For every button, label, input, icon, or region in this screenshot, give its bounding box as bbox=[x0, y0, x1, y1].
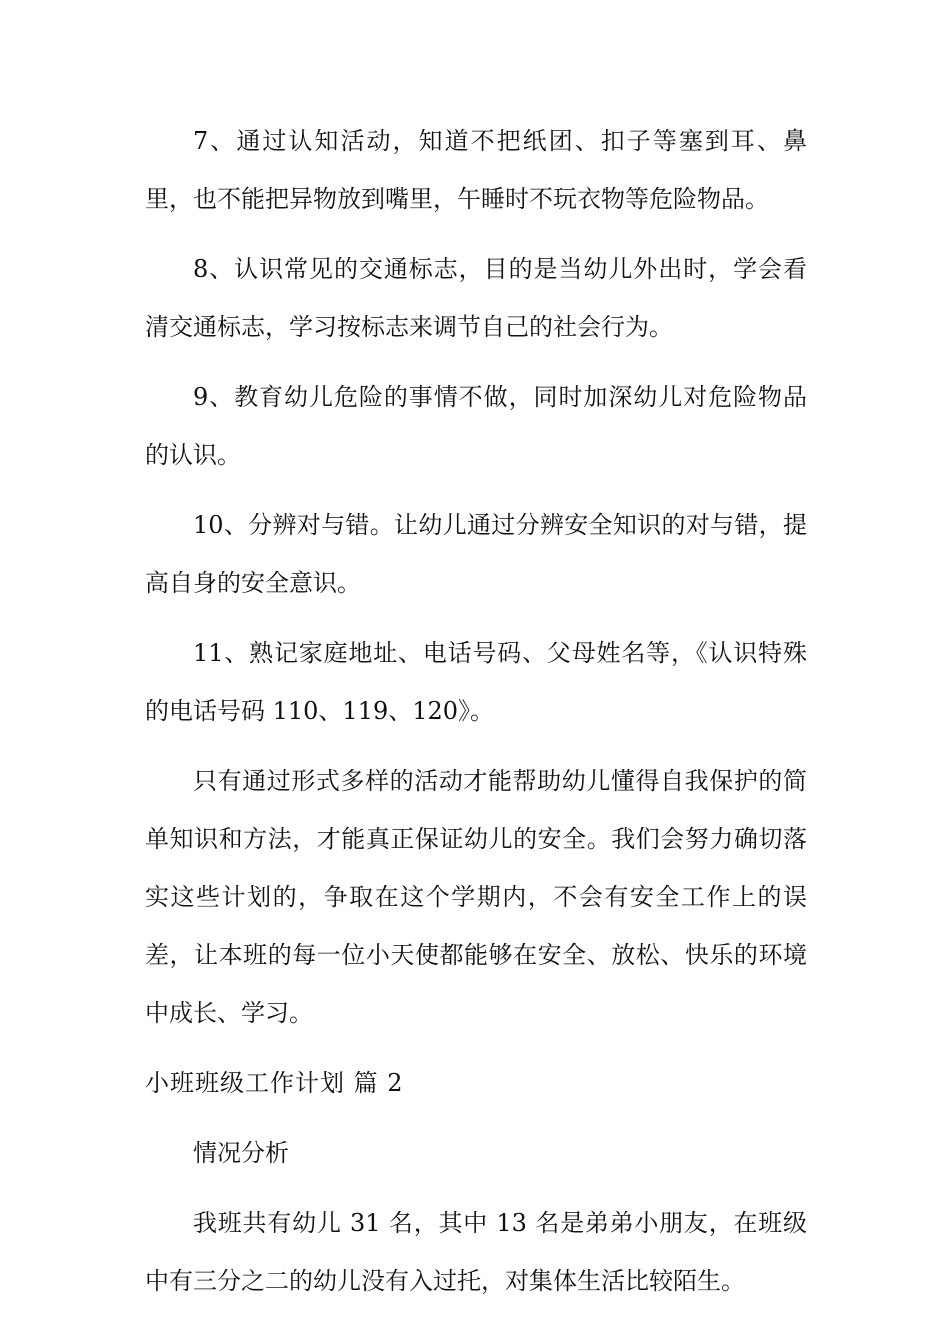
paragraph-item-8: 8、认识常见的交通标志，目的是当幼儿外出时，学会看清交通标志，学习按标志来调节自己的社会行为。 bbox=[145, 255, 807, 341]
paragraph-item-7: 7、通过认知活动，知道不把纸团、扣子等塞到耳、鼻里，也不能把异物放到嘴里，午睡时不玩衣物等危险物品。 bbox=[145, 127, 807, 213]
paragraph-class-info: 我班共有幼儿 31 名，其中 13 名是弟弟小朋友，在班级中有三分之二的幼儿没有入过托，对集体生活比较陌生。 bbox=[145, 1209, 807, 1295]
document-page bbox=[145, 112, 807, 1310]
paragraph-conclusion: 只有通过形式多样的活动才能帮助幼儿懂得自我保护的简单知识和方法，才能真正保证幼儿的安全。我们会努力确切落实这些计划的，争取在这个学期内，不会有安全工作上的误差，让本班的每一位小天使都能够在安全、放松、快乐的环境中成长、学习。 bbox=[145, 767, 807, 1027]
paragraph-item-9: 9、教育幼儿危险的事情不做，同时加深幼儿对危险物品的认识。 bbox=[145, 383, 807, 469]
paragraph-item-10: 10、分辨对与错。让幼儿通过分辨安全知识的对与错，提高自身的安全意识。 bbox=[145, 511, 807, 597]
section-heading: 小班班级工作计划 篇 2 bbox=[145, 1069, 404, 1097]
paragraph-item-11: 11、熟记家庭地址、电话号码、父母姓名等，《认识特殊的电话号码 110、119、120》。 bbox=[145, 639, 807, 725]
subheading-situation-analysis: 情况分析 bbox=[193, 1139, 289, 1167]
